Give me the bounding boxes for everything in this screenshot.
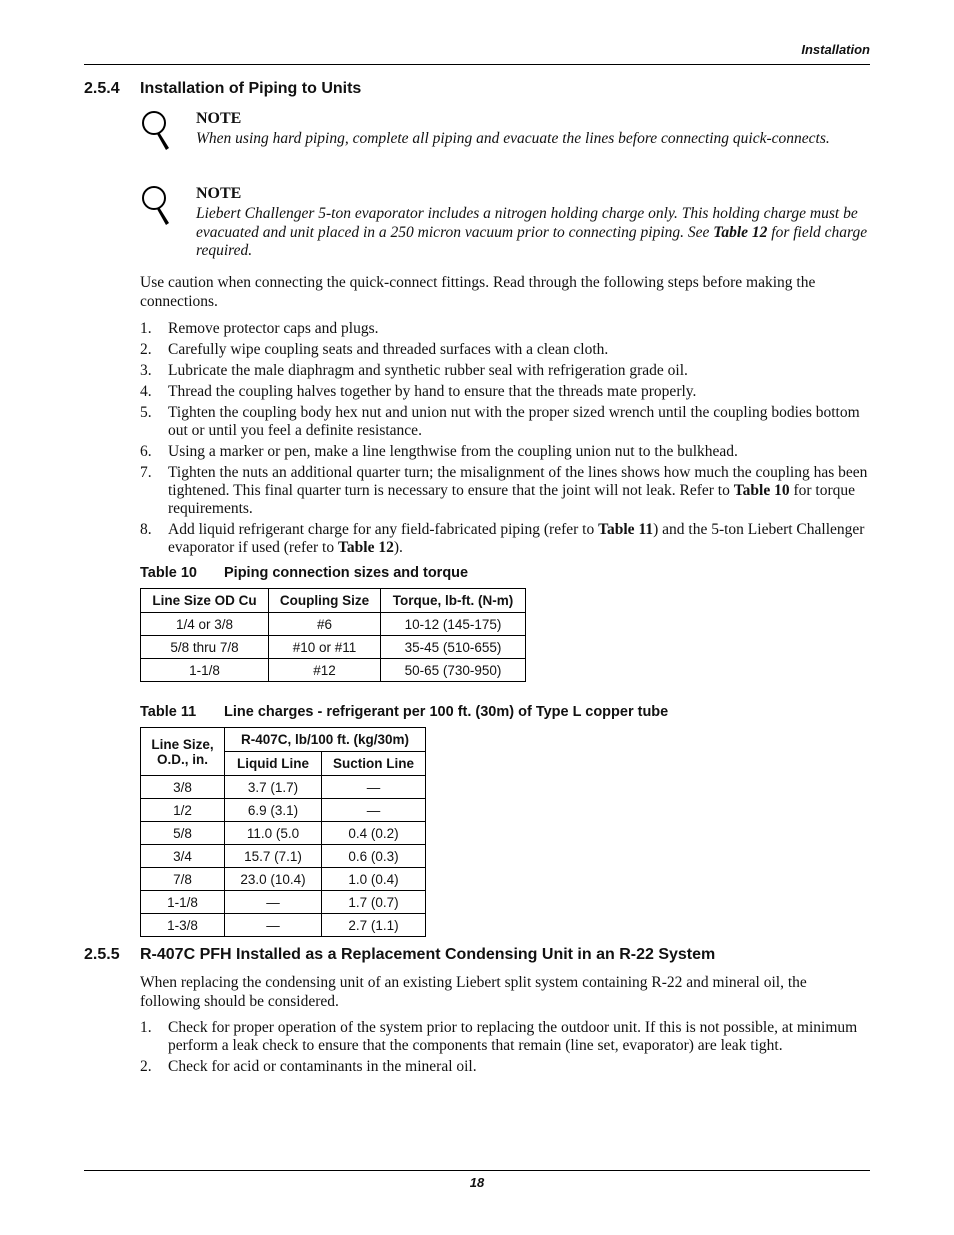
table-cell: 1.0 (0.4) xyxy=(322,868,426,891)
replacement-steps xyxy=(140,1019,870,1076)
step-text-part: for torque requirements. xyxy=(168,482,856,517)
step-number: 3. xyxy=(140,362,152,379)
table-cell: 1-1/8 xyxy=(141,659,269,682)
step-number: 6. xyxy=(140,443,152,460)
section-title: R-407C PFH Installed as a Replacement Condensing Unit in an R-22 System xyxy=(140,946,716,963)
list-item xyxy=(140,362,870,380)
step-text: Tighten the coupling body hex nut and union nut with the proper sized wrench until the coupling bodies bottom out or until you feel a definite resistance. xyxy=(168,404,860,439)
header-rule xyxy=(84,64,870,65)
list-item xyxy=(140,1019,870,1055)
step-text: Thread the coupling halves together by hand to ensure that the threads mate properly. xyxy=(168,383,697,400)
table-cell: 0.4 (0.2) xyxy=(322,822,426,845)
step-number: 2. xyxy=(140,341,152,358)
table-number: Table 11 xyxy=(140,704,197,720)
table-cell: #6 xyxy=(269,613,381,636)
table-cell: 23.0 (10.4) xyxy=(225,868,322,891)
step-text-part: ). xyxy=(393,539,403,556)
step-number: 5. xyxy=(140,404,152,421)
note-label: NOTE xyxy=(196,110,242,127)
table-number: Table 10 xyxy=(140,565,197,581)
table-cell: 1-3/8 xyxy=(141,914,225,937)
table-cell: — xyxy=(225,891,322,914)
table-cell: 2.7 (1.1) xyxy=(322,914,426,937)
step-number: 8. xyxy=(140,521,152,538)
table-11-ref: Table 11 xyxy=(598,521,654,538)
note-2 xyxy=(140,185,870,265)
magnifier-icon xyxy=(140,185,176,231)
running-header: Installation xyxy=(801,42,870,57)
table-cell: — xyxy=(322,799,426,822)
table-cell: 5/8 xyxy=(141,822,225,845)
section-title: Installation of Piping to Units xyxy=(140,80,362,97)
table-cell: 50-65 (730-950) xyxy=(381,659,526,682)
table-cell: 1/4 or 3/8 xyxy=(141,613,269,636)
intro-paragraph: Use caution when connecting the quick-connect fittings. Read through the following steps before making the connections. xyxy=(140,274,816,310)
column-header: Suction Line xyxy=(322,752,426,776)
column-header: Coupling Size xyxy=(269,589,381,613)
step-number: 7. xyxy=(140,464,152,481)
table-cell: 10-12 (145-175) xyxy=(381,613,526,636)
table-cell: 3/4 xyxy=(141,845,225,868)
step-number: 4. xyxy=(140,383,152,400)
table-cell: 6.9 (3.1) xyxy=(225,799,322,822)
table-10-caption xyxy=(140,565,468,581)
table-cell: 3.7 (1.7) xyxy=(225,776,322,799)
column-header-group: R-407C, lb/100 ft. (kg/30m) xyxy=(225,728,426,752)
table-row xyxy=(141,659,526,682)
table-row xyxy=(141,822,426,845)
step-text: Carefully wipe coupling seats and threaded surfaces with a clean cloth. xyxy=(168,341,609,358)
table-11 xyxy=(140,727,426,937)
list-item xyxy=(140,1058,870,1076)
table-row xyxy=(141,845,426,868)
table-title: Line charges - refrigerant per 100 ft. (30m) of Type L copper tube xyxy=(224,704,669,720)
section-heading-2-5-5 xyxy=(84,946,715,964)
column-header: Liquid Line xyxy=(225,752,322,776)
list-item xyxy=(140,341,870,359)
installation-steps xyxy=(140,320,870,557)
list-item xyxy=(140,521,870,557)
table-header-row xyxy=(141,728,426,752)
table-cell: 0.6 (0.3) xyxy=(322,845,426,868)
table-12-ref: Table 12 xyxy=(713,223,768,241)
step-text: Lubricate the male diaphragm and synthetic rubber seal with refrigeration grade oil. xyxy=(168,362,688,379)
column-header: Torque, lb-ft. (N-m) xyxy=(381,589,526,613)
table-row xyxy=(141,776,426,799)
page-number: 18 xyxy=(469,1175,485,1190)
table-row xyxy=(141,799,426,822)
step-text xyxy=(168,464,867,517)
table-row xyxy=(141,636,526,659)
step-number: 1. xyxy=(140,1019,152,1036)
note-text xyxy=(196,205,870,261)
table-cell: 1-1/8 xyxy=(141,891,225,914)
replacement-intro-paragraph: When replacing the condensing unit of an existing Liebert split system containing R-22 and mineral oil, the following should be considered. xyxy=(140,974,807,1010)
table-cell: 3/8 xyxy=(141,776,225,799)
step-text-part: Add liquid refrigerant charge for any field-fabricated piping (refer to xyxy=(168,521,599,538)
note-text-part: Liebert Challenger 5-ton evaporator includes a nitrogen holding charge only. This holding charge must be evacuated and unit placed in a 250 micron vacuum prior to connecting piping. See xyxy=(196,205,858,241)
step-number: 1. xyxy=(140,320,152,337)
table-10 xyxy=(140,588,526,682)
step-text: Check for acid or contaminants in the mineral oil. xyxy=(168,1058,477,1075)
column-header: Line Size, O.D., in. xyxy=(141,728,225,776)
section-heading-2-5-4 xyxy=(84,80,361,98)
table-cell: #12 xyxy=(269,659,381,682)
table-title: Piping connection sizes and torque xyxy=(224,565,469,581)
table-cell: 11.0 (5.0 xyxy=(225,822,322,845)
section-number: 2.5.5 xyxy=(84,946,120,963)
list-item xyxy=(140,404,870,440)
table-row xyxy=(141,613,526,636)
step-text-part: ) and the 5-ton Liebert Challenger evaporator if used (refer to xyxy=(168,521,865,556)
step-text: Check for proper operation of the system prior to replacing the outdoor unit. If this is not possible, at minimum perform a leak check to ensure that the components that remain (line set, evaporator) are leak tight. xyxy=(168,1019,858,1054)
table-row xyxy=(141,868,426,891)
note-label: NOTE xyxy=(196,185,242,202)
note-text-part: for field charge required. xyxy=(196,223,868,259)
table-cell: 5/8 thru 7/8 xyxy=(141,636,269,659)
list-item xyxy=(140,320,870,338)
table-cell: 35-45 (510-655) xyxy=(381,636,526,659)
magnifier-icon xyxy=(140,110,176,156)
step-text xyxy=(168,521,864,556)
step-text: Remove protector caps and plugs. xyxy=(168,320,379,337)
table-cell: 15.7 (7.1) xyxy=(225,845,322,868)
step-text-part: Tighten the nuts an additional quarter turn; the misalignment of the lines shows how much the coupling has been tightened. This final quarter turn is necessary to ensure that the joint will not leak. Refer to xyxy=(168,464,868,499)
table-header-row xyxy=(141,589,526,613)
table-cell: — xyxy=(322,776,426,799)
table-cell: 1.7 (0.7) xyxy=(322,891,426,914)
footer-rule xyxy=(84,1170,870,1171)
table-cell: #10 or #11 xyxy=(269,636,381,659)
table-11-caption xyxy=(140,704,668,720)
table-cell: 7/8 xyxy=(141,868,225,891)
list-item xyxy=(140,443,870,461)
table-cell: — xyxy=(225,914,322,937)
table-row xyxy=(141,891,426,914)
step-number: 2. xyxy=(140,1058,152,1075)
list-item xyxy=(140,464,870,518)
step-text: Using a marker or pen, make a line lengthwise from the coupling union nut to the bulkhead. xyxy=(168,443,738,460)
list-item xyxy=(140,383,870,401)
table-row xyxy=(141,914,426,937)
table-10-ref: Table 10 xyxy=(733,482,790,499)
column-header: Line Size OD Cu xyxy=(141,589,269,613)
section-number: 2.5.4 xyxy=(84,80,120,97)
table-cell: 1/2 xyxy=(141,799,225,822)
table-12-ref: Table 12 xyxy=(338,539,394,556)
note-text: When using hard piping, complete all piping and evacuate the lines before connecting quick-connects. xyxy=(196,130,830,147)
note-1 xyxy=(140,110,870,170)
